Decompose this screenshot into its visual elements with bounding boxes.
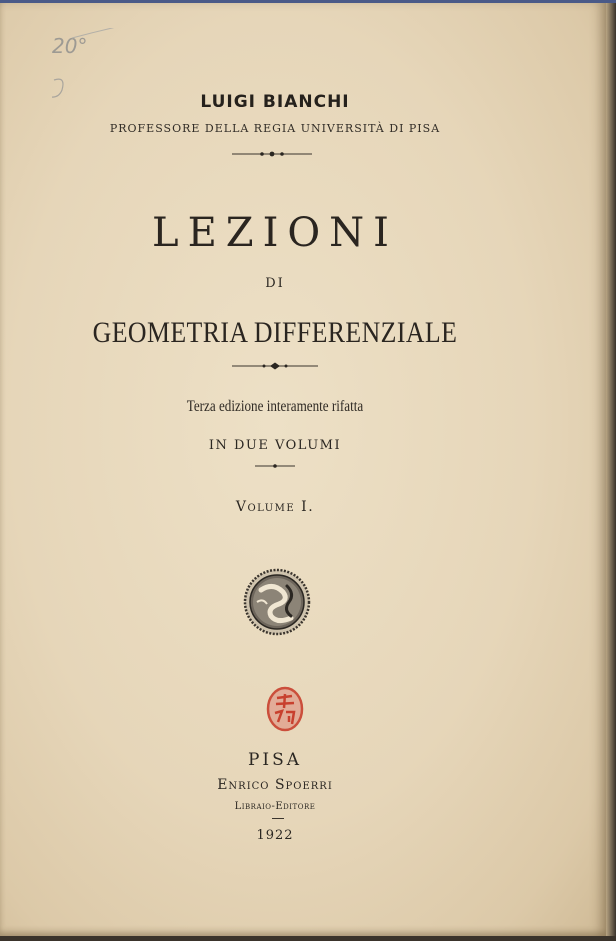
author-name: LUIGI BIANCHI bbox=[200, 92, 350, 112]
year-divider bbox=[272, 818, 284, 819]
title-connector: DI bbox=[265, 276, 285, 291]
handwritten-note: 20° bbox=[52, 34, 88, 58]
publisher-name: Enrico Spoerri bbox=[217, 777, 333, 793]
publisher-emblem-icon bbox=[243, 568, 311, 636]
ornament-divider-icon bbox=[232, 149, 312, 159]
page-edge-right bbox=[606, 0, 616, 941]
ornament-divider-icon bbox=[232, 361, 318, 371]
volume-label: Volume I. bbox=[235, 499, 315, 515]
page-edge-bottom bbox=[0, 936, 616, 941]
scan-top-border bbox=[0, 0, 616, 3]
author-affiliation: PROFESSORE DELLA REGIA UNIVERSITÀ DI PISA bbox=[109, 122, 441, 135]
red-seal-stamp-icon bbox=[266, 686, 304, 732]
pencil-stroke-icon bbox=[52, 28, 132, 98]
book-subtitle: GEOMETRIA DIFFERENZIALE bbox=[92, 316, 458, 349]
edition-statement: Terza edizione interamente rifatta bbox=[186, 398, 364, 415]
volumes-note: IN DUE VOLUMI bbox=[208, 438, 342, 453]
book-title: LEZIONI bbox=[152, 210, 398, 256]
pencil-annotation bbox=[52, 28, 122, 88]
small-divider-icon bbox=[255, 462, 295, 470]
publication-city: PISA bbox=[247, 750, 303, 770]
publisher-role: Libraio-Editore bbox=[234, 801, 316, 812]
publication-year: 1922 bbox=[256, 828, 294, 843]
